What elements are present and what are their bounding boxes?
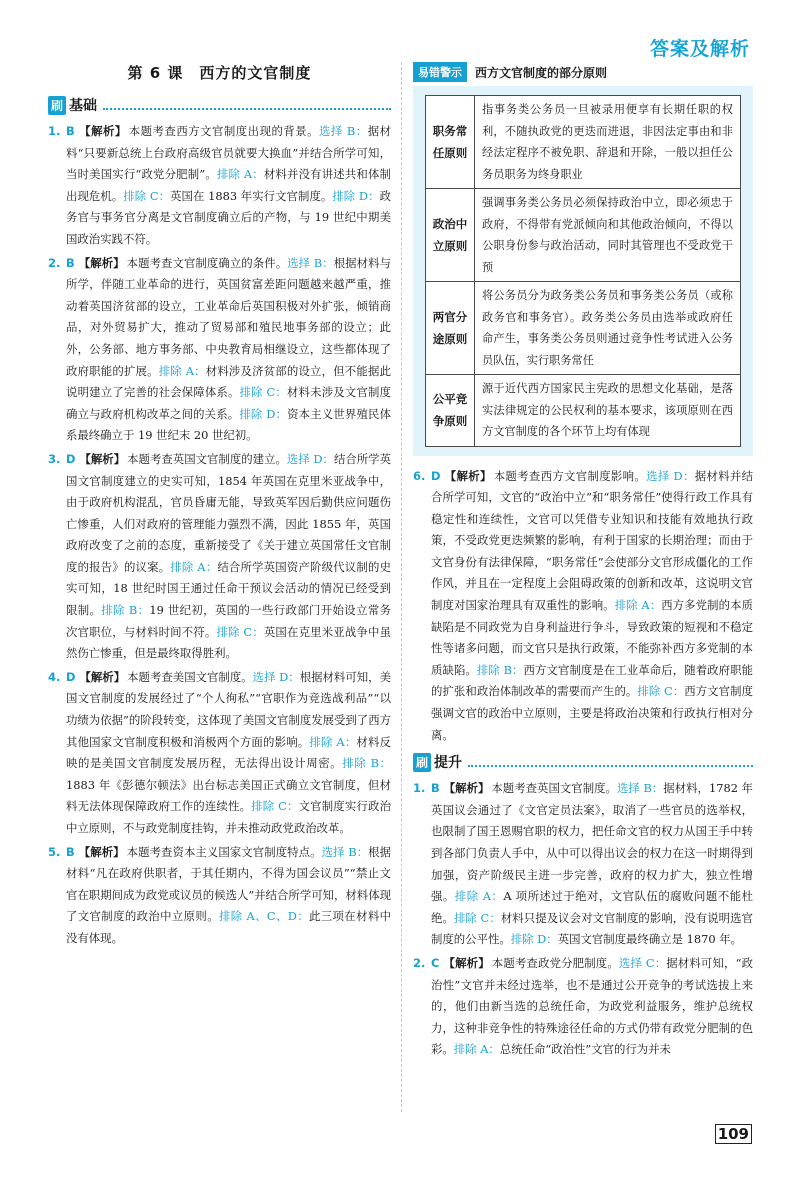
answer-header: 答案及解析: [649, 38, 750, 60]
explanation-text: 材料只提及议会对文官制度的影响，没有说明选官制度的公平性。: [431, 910, 753, 947]
explanation-text: 据材料，1782 年英国议会通过了《文官定员法案》，取消了一些官员的选举权，也限制了国王恩赐官职的权力，把任命文官的权力从国王手中转到各部门负责人手中，从中可以得出议会的权力在这一时期得到加强，资产阶级民主进一步完善，政府的权力扩大，独立性增强。: [431, 781, 753, 904]
analysis-tag: 【解析】: [79, 451, 126, 466]
section-label: 基础: [69, 98, 98, 114]
page-number: 109: [715, 1124, 752, 1144]
option-marker: 选择 B：: [321, 844, 369, 859]
explanation-text: 本题考查西方文官制度出现的背景。: [128, 124, 320, 138]
explanation-text: 材料未涉及文官制度确立与政府机构改革之间的关系。: [66, 385, 391, 421]
answer-item: [413, 953, 753, 1061]
answer-item: [413, 778, 753, 951]
option-marker: 选择 D：: [646, 468, 695, 483]
option-marker: 排除 A：: [170, 559, 218, 574]
principle-row: [426, 96, 741, 189]
explanation-text: 根据材料与所学，伴随工业革命的进行，英国贫富差距问题越来越严重，推动着英国济贫部的设立，工业革命后英国积极对外扩张，倾销商品，对外贸易扩大，推动了贸易部和殖民地事务部的设立；此外，公务部、地方事务部、中央教育局相继设立，这些都体现了政府职能的扩展。: [66, 255, 391, 378]
analysis-tag: 【解析】: [443, 781, 490, 796]
option-marker: 排除 A：: [453, 1042, 500, 1057]
explanation-text: 19 世纪初，英国的一些行政部门开始设立常务次官职位，与材料时间不符。: [66, 603, 391, 639]
principles-table: [425, 95, 741, 447]
explanation-text: 资本主义世界殖民体系最终确立于 19 世纪末 20 世纪初。: [66, 406, 391, 443]
option-marker: 排除 C：: [453, 910, 501, 925]
option-marker: 选择 B：: [616, 781, 664, 796]
section-badge: 刷: [413, 753, 431, 772]
option-marker: 选择 D：: [252, 669, 300, 684]
answer-letter: C: [431, 955, 440, 970]
explanation-text: 政务官与事务官分离是文官制度确立后的产物，与 19 世纪中期美国政治实践不符。: [66, 188, 391, 246]
explanation-text: 结合所学英国资产阶级代议制的史实可知，18 世纪时国王通过任命干预议会活动的情况已经受到限制。: [66, 559, 391, 618]
item-number: 1.: [413, 781, 426, 796]
option-marker: 排除 A：: [454, 889, 504, 904]
explanation-text: A 项所述过于绝对，文官队伍的腐败问题不能杜绝。: [431, 889, 753, 925]
option-marker: 排除 A：: [158, 363, 206, 378]
explanation-text: 本题考查资本主义国家文官制度特点。: [126, 844, 322, 859]
warning-badge: 易错警示: [413, 62, 467, 82]
principle-name: 政治中立原则: [426, 189, 475, 282]
option-marker: 排除 B：: [101, 603, 150, 618]
analysis-tag: 【解析】: [78, 844, 125, 859]
answer-letter: B: [431, 781, 440, 796]
explanation-text: 文官制度实行政治中立原则，不与政党制度挂钩，并未推动政党政治改革。: [66, 799, 391, 835]
principle-name: 两官分途原则: [426, 282, 475, 375]
answer-letter: B: [66, 255, 75, 270]
explanation-text: 西方文官制度是在工业革命后，随着政府职能的扩张和政治体制改革的需要而产生的。: [431, 662, 753, 699]
explanation-text: 据材料可知，“政治性”文官并未经过选举，也不是通过公开竞争的考试选拔上来的，他们由新当选的总统任命，为政党利益服务，维护总统权力，这种非竞争性的特殊途径任命的方式仍带有政党分肥制的色彩。: [431, 955, 753, 1057]
analysis-tag: 【解析】: [443, 955, 490, 970]
answer-letter: B: [66, 844, 75, 859]
option-marker: 选择 B：: [319, 124, 368, 138]
explanation-text: 英国文官制度最终确立是 1870 年。: [557, 932, 742, 947]
option-marker: 排除 A：: [614, 598, 662, 613]
answer-letter: B: [66, 124, 75, 138]
option-marker: 排除 C：: [251, 799, 299, 814]
principle-desc: 将公务员分为政务类公务员和事务类公务员（或称政务官和事务官）。政务类公务员由选举或政府任命产生，事务类公务员则通过竞争性考试进入公务员队伍，实行职务常任: [475, 282, 741, 375]
item-6: [413, 466, 753, 747]
explanation-text: 据材料“只要新总统上台政府高级官员就要大换血”并结合所学可知，当时美国实行“政党分肥制”。: [66, 124, 391, 182]
answer-letter: D: [66, 451, 76, 466]
option-marker: 排除 C：: [239, 385, 288, 400]
explanation-text: 本题考查英国文官制度的建立。: [127, 451, 287, 466]
principle-desc: 源于近代西方国家民主宪政的思想文化基础，是落实法律规定的公民权利的基本要求，该项原则在西方文官制度的各个环节上均有体现: [475, 375, 741, 447]
principle-row: [426, 189, 741, 282]
explanation-text: 本题考查美国文官制度。: [127, 669, 253, 684]
explanation-text: 此三项在材料中没有体现。: [66, 909, 391, 945]
analysis-tag: 【解析】: [78, 124, 127, 138]
answer-item: [48, 253, 391, 447]
explanation-text: 总统任命“政治性”文官的行为并未: [499, 1042, 671, 1057]
dotted-rule: [103, 100, 391, 110]
explanation-text: 据材料并结合所学可知，文官的“政治中立”和“职务常任”使得行政工作具有稳定性和连续性，文官可以凭借专业知识和技能有效地执行政策，不受政党更迭频繁的影响，有利于国家的长期治理；而由于文官身份有法律保障，“职务常任”会使部分文官形成僵化的工作作风，并且在一定程度上会阻碍政策的创新和改革，这说明文官制度对国家治理具有双重性的影响。: [431, 468, 753, 613]
analysis-tag: 【解析】: [78, 255, 125, 270]
principle-name: 公平竞争原则: [426, 375, 475, 447]
option-marker: 排除 C：: [216, 624, 264, 639]
option-marker: 排除 A：: [216, 167, 264, 182]
answer-item: [48, 449, 391, 665]
explanation-text: 本题考查文官制度确立的条件。: [126, 255, 288, 270]
advance-items: [413, 778, 753, 1061]
section-badge: 刷: [48, 96, 66, 115]
right-column: [413, 62, 753, 1063]
answer-letter: D: [431, 468, 441, 483]
explanation-text: 西方文官制度强调文官的政治中立原则，主要是将政治决策和行政执行相对分离。: [431, 684, 753, 742]
explanation-text: 本题考查西方文官制度影响。: [493, 468, 647, 483]
principle-desc: 强调事务类公务员必须保持政治中立，即必须忠于政府，不得带有党派倾向和其他政治倾向，不得以公职身份参与政治活动，同时其管理也不受政党干预: [475, 189, 741, 282]
answer-item: [48, 667, 391, 840]
option-marker: 选择 B：: [287, 255, 334, 270]
item-number: 5.: [48, 844, 61, 859]
option-marker: 排除 D：: [332, 188, 380, 203]
option-marker: 排除 C：: [637, 684, 685, 699]
option-marker: 选择 C：: [618, 955, 667, 970]
explanation-text: 英国在 1883 年实行文官制度。: [170, 188, 333, 203]
item-number: 2.: [48, 255, 61, 270]
explanation-text: 根据材料可知，美国文官制度的发展经过了“个人徇私”“官职作为竞选战利品”“以功绩为依据”的阶段转变，这体现了美国文官制度发展受到了西方其他国家文官制度积极和消极两个方面的影响。: [66, 669, 391, 749]
item-number: 4.: [48, 669, 61, 684]
left-column: [48, 62, 391, 952]
option-marker: 排除 D：: [510, 932, 558, 947]
analysis-tag: 【解析】: [79, 669, 126, 684]
item-number: 6.: [413, 468, 426, 483]
option-marker: 排除 A：: [309, 734, 357, 749]
explanation-text: 本题考查英国文官制度。: [491, 781, 617, 796]
column-divider: [401, 62, 402, 1112]
explanation-text: 1883 年《彭德尔顿法》出台标志美国正式确立文官制度，但材料无法体现保障政府工作的连续性。: [66, 777, 391, 814]
explanation-text: 材料涉及济贫部的设立，但不能据此说明建立了完善的社会保障体系。: [66, 363, 391, 400]
explanation-text: 材料反映的是美国文官制度发展历程，无法得出设计周密。: [66, 734, 391, 771]
explanation-text: 英国在克里米亚战争中虽然伤亡惨重，但是最终取得胜利。: [66, 624, 391, 661]
option-marker: 排除 D：: [239, 406, 288, 421]
warning-header: [413, 62, 753, 82]
option-marker: 排除 B：: [476, 662, 524, 677]
answer-item: [48, 842, 391, 950]
warning-title: 西方文官制度的部分原则: [475, 65, 608, 80]
section-advance: [413, 752, 753, 772]
option-marker: 排除 B：: [342, 756, 391, 771]
answer-item: [413, 466, 753, 747]
explanation-text: 结合所学英国文官制度建立的史实可知，1854 年英国在克里米亚战争中，由于政府机构混乱，官员昏庸无能，导致英军因后勤供应问题伤亡惨重，人们对政府的管理能力强烈不满，因此 1855 年，英国政府改变了之前的态度，重新接受了《关于建立英国常任文官制度的报告》的议案。: [66, 451, 391, 574]
principle-name: 职务常任原则: [426, 96, 475, 189]
principle-row: [426, 375, 741, 447]
explanation-text: 材料并没有讲述共和体制出现危机。: [66, 167, 391, 203]
principle-desc: 指事务类公务员一旦被录用便享有长期任职的权利，不随执政党的更迭而进退，非因法定事由和非经法定程序不被免职、辞退和开除，一般以担任公务员职务为终身职业: [475, 96, 741, 189]
option-marker: 排除 C：: [123, 188, 171, 203]
answer-letter: D: [66, 669, 76, 684]
lesson-title: 第 6 课 西方的文官制度: [127, 64, 312, 82]
option-marker: 选择 D：: [286, 451, 334, 466]
explanation-text: 西方多党制的本质缺陷是不同政党为自身利益进行争斗，导致政策的短视和不稳定性等诸多问题，而文官只是执行政策，不能弥补西方多党制的本质缺陷。: [431, 598, 753, 677]
item-number: 2.: [413, 955, 426, 970]
section-basic: [48, 95, 391, 115]
warning-box: [413, 62, 753, 456]
item-number: 3.: [48, 451, 61, 466]
section-label: 提升: [434, 755, 463, 772]
dotted-rule: [468, 757, 753, 767]
warning-body: [413, 86, 753, 456]
basic-items: [48, 121, 391, 950]
principle-row: [426, 282, 741, 375]
explanation-text: 本题考查政党分肥制度。: [491, 955, 619, 970]
analysis-tag: 【解析】: [444, 468, 492, 483]
item-number: 1.: [48, 124, 61, 138]
explanation-text: 根据材料“凡在政府供职者，于其任期内，不得为国会议员”“禁止文官在职期间成为政党或议员的候选人”并结合所学可知，材料体现了文官制度的政治中立原则。: [66, 844, 391, 924]
option-marker: 排除 A、C、D：: [218, 909, 309, 924]
answer-item: [48, 121, 391, 251]
